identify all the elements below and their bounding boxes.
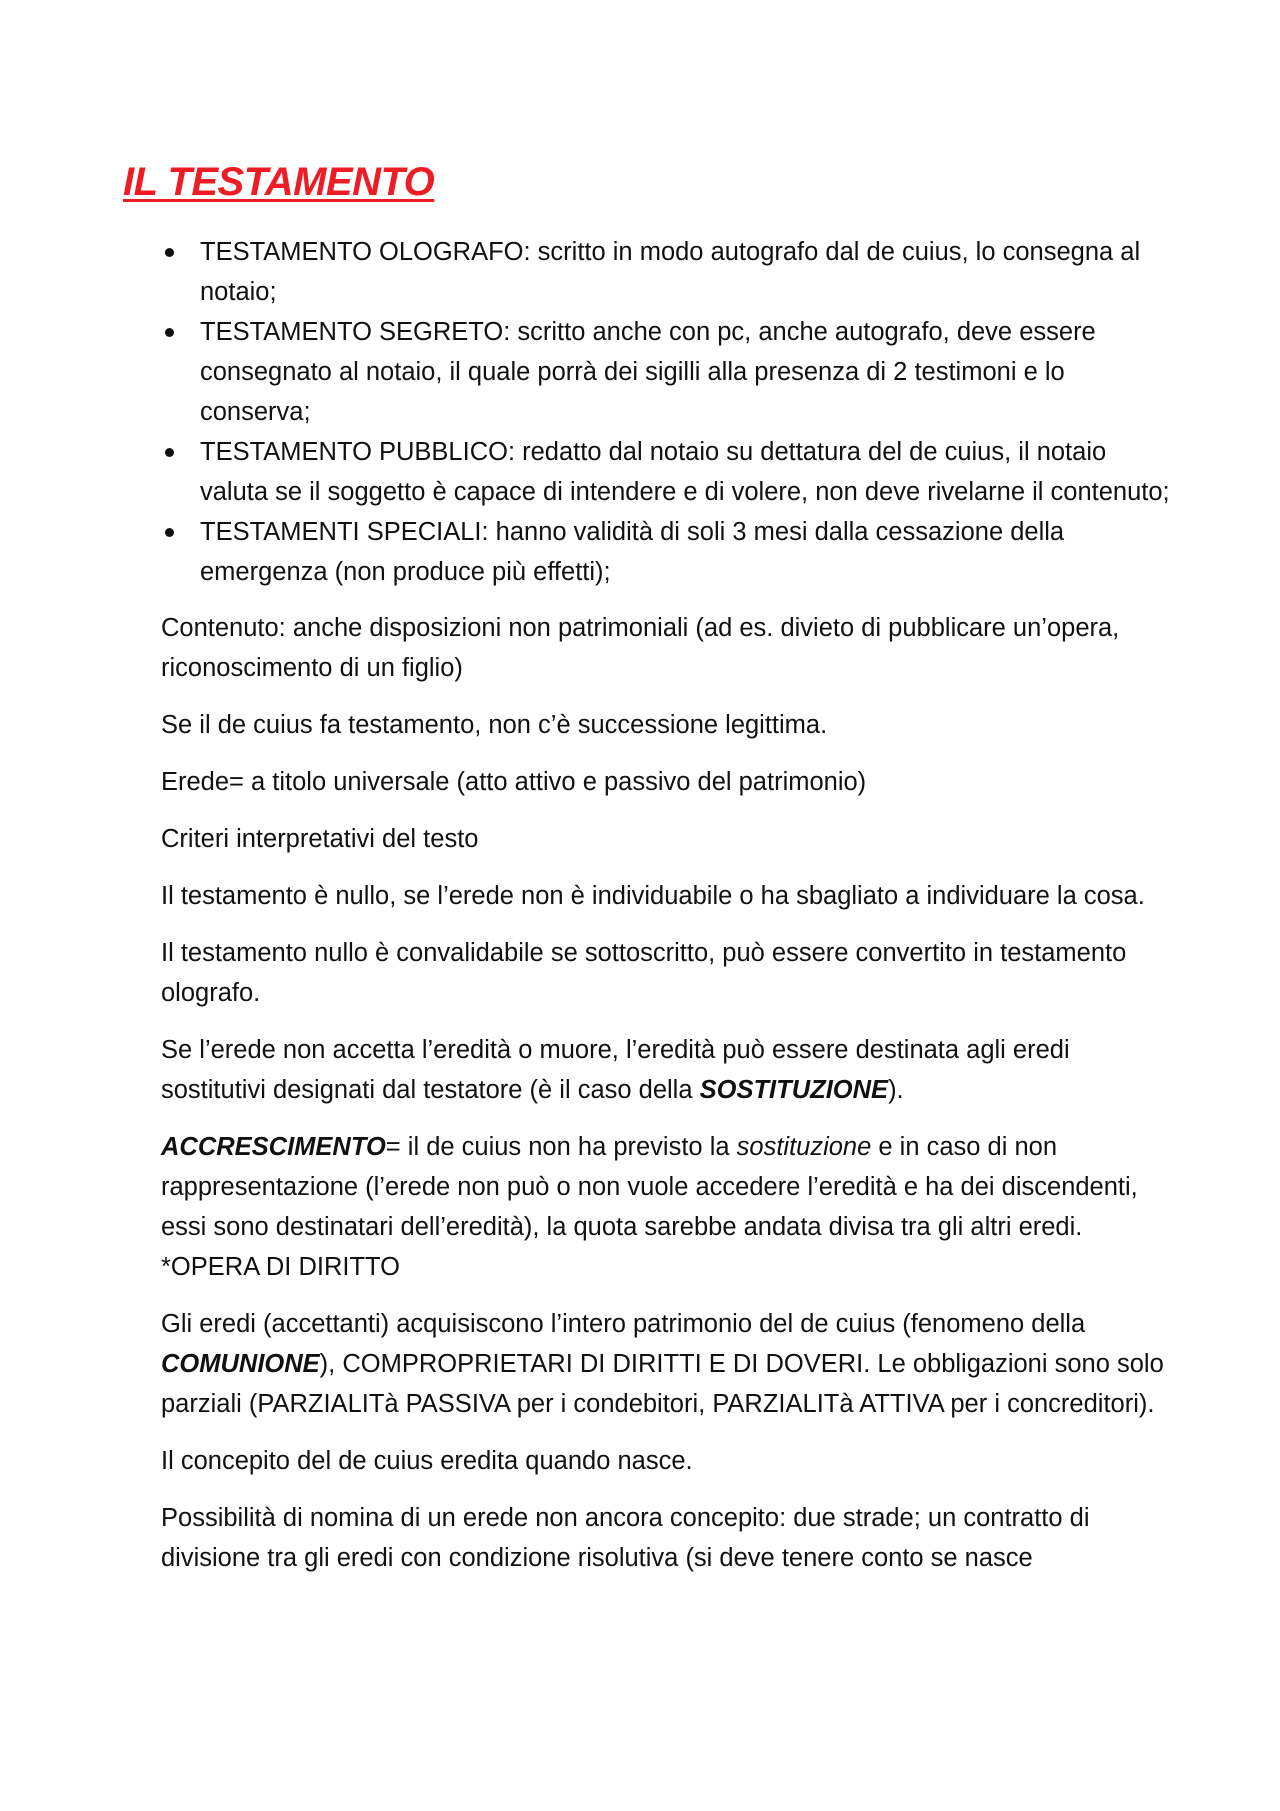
list-item bbox=[161, 432, 1171, 512]
testament-types-list bbox=[161, 232, 1171, 592]
text-run: ). bbox=[888, 1076, 904, 1104]
paragraph-accrescimento bbox=[161, 1127, 1171, 1287]
bullet-icon bbox=[165, 448, 174, 457]
paragraph-criteri: Criteri interpretativi del testo bbox=[161, 825, 479, 853]
list-item bbox=[161, 512, 1171, 592]
list-item-text: TESTAMENTO PUBBLICO: redatto dal notaio su dettatura del de cuius, il notaio valuta se il soggetto è capace di intendere e di volere, non deve rivelarne il contenuto; bbox=[200, 438, 1170, 506]
text-run: Se l’erede non accetta l’eredità o muore, l’eredità può essere destinata agli eredi sostitutivi designati dal testatore (è il caso della bbox=[161, 1036, 1070, 1104]
paragraph-sostituzione bbox=[161, 1030, 1171, 1110]
list-item-text: TESTAMENTO OLOGRAFO: scritto in modo autografo dal de cuius, lo consegna al notaio; bbox=[200, 238, 1141, 306]
term-comunione: COMUNIONE bbox=[161, 1350, 320, 1378]
text-run: = il de cuius non ha previsto la bbox=[385, 1133, 737, 1161]
paragraph-nullita: Il testamento è nullo, se l’erede non è individuabile o ha sbagliato a individuare la cosa. bbox=[161, 882, 1145, 910]
bullet-icon bbox=[165, 248, 174, 257]
list-item-text: TESTAMENTI SPECIALI: hanno validità di soli 3 mesi dalla cessazione della emergenza (non produce più effetti); bbox=[200, 518, 1065, 586]
paragraph-nomina-erede: Possibilità di nomina di un erede non ancora concepito: due strade; un contratto di divisione tra gli eredi con condizione risolutiva (si deve tenere conto se nasce bbox=[161, 1504, 1090, 1572]
text-run: Gli eredi (accettanti) acquisiscono l’intero patrimonio del de cuius (fenomeno della bbox=[161, 1310, 1086, 1338]
list-item-text: TESTAMENTO SEGRETO: scritto anche con pc, anche autografo, deve essere consegnato al notaio, il quale porrà dei sigilli alla presenza di 2 testimoni e lo conserva; bbox=[200, 318, 1096, 426]
bullet-icon bbox=[165, 528, 174, 537]
paragraph-convalida: Il testamento nullo è convalidabile se sottoscritto, può essere convertito in testamento olografo. bbox=[161, 939, 1127, 1007]
term-sostituzione: SOSTITUZIONE bbox=[699, 1076, 889, 1104]
paragraph-contenuto: Contenuto: anche disposizioni non patrimoniali (ad es. divieto di pubblicare un’opera, riconoscimento di un figlio) bbox=[161, 614, 1120, 682]
document-body bbox=[161, 232, 1171, 1595]
document-title: IL TESTAMENTO bbox=[123, 160, 435, 204]
list-item bbox=[161, 232, 1171, 312]
text-run: e in caso di non rappresentazione (l’erede non può o non vuole accedere l’eredità e ha dei discendenti, essi sono destinatari dell’eredità), la quota sarebbe andata divisa tra gli altri eredi. *OPERA DI DIRITTO bbox=[161, 1133, 1138, 1281]
paragraph-concepito: Il concepito del de cuius eredita quando nasce. bbox=[161, 1447, 693, 1475]
list-item bbox=[161, 312, 1171, 432]
paragraph-successione: Se il de cuius fa testamento, non c’è successione legittima. bbox=[161, 711, 828, 739]
term-accrescimento: ACCRESCIMENTO bbox=[161, 1133, 386, 1161]
paragraph-erede: Erede= a titolo universale (atto attivo e passivo del patrimonio) bbox=[161, 768, 867, 796]
paragraph-comunione bbox=[161, 1304, 1171, 1424]
bullet-icon bbox=[165, 328, 174, 337]
text-run: ), COMPROPRIETARI DI DIRITTI E DI DOVERI. Le obbligazioni sono solo parziali (PARZIALITà PASSIVA per i condebitori, PARZIALITà ATTIVA per i concreditori). bbox=[161, 1350, 1164, 1418]
term-sostituzione-italic: sostituzione bbox=[736, 1133, 872, 1161]
